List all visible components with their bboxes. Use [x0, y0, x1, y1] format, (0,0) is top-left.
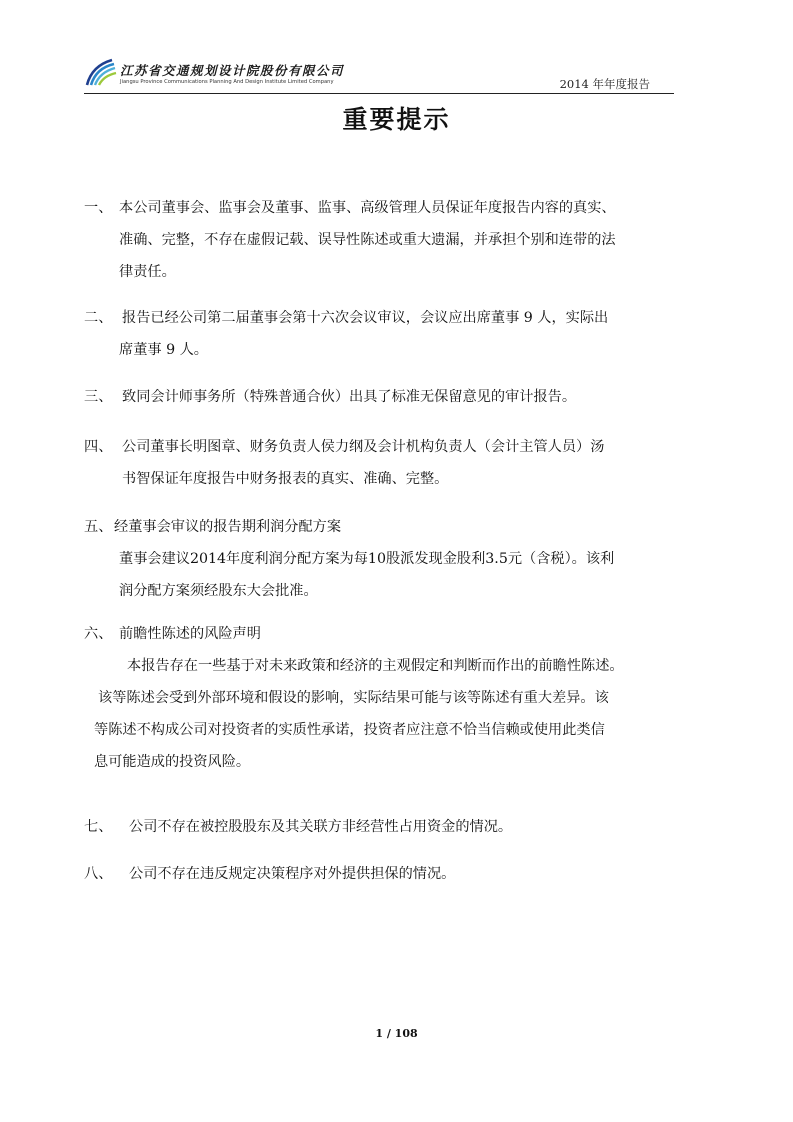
report-year-label: 2014 年年度报告	[559, 77, 650, 91]
item-text-line: 公司董事长明图章、财务负责人侯力纲及会计机构负责人（会计主管人员）汤	[122, 439, 605, 455]
item-number: 四、	[84, 439, 113, 455]
notice-item-5	[84, 511, 684, 607]
notice-item-7	[84, 811, 684, 843]
notice-item-3	[84, 381, 684, 413]
item-text-line: 等陈述不构成公司对投资者的实质性承诺，投资者应注意不恰当信赖或使用此类信	[94, 722, 605, 738]
notice-item-4	[84, 431, 684, 495]
item-number: 五、	[84, 519, 113, 535]
item-text-line: 本报告存在一些基于对未来政策和经济的主观假定和判断而作出的前瞻性陈述。	[127, 658, 624, 674]
company-name-cn: 江苏省交通规划设计院股份有限公司	[120, 63, 345, 78]
item-text-line: 公司不存在违反规定决策程序对外提供担保的情况。	[129, 866, 456, 882]
item-heading: 经董事会审议的报告期利润分配方案	[114, 519, 342, 535]
item-text-line: 报告已经公司第二届董事会第十六次会议审议，会议应出席董事 9 人，实际出	[122, 310, 609, 326]
item-text-line: 律责任。	[119, 264, 176, 280]
item-text-line: 准确、完整，不存在虚假记载、误导性陈述或重大遗漏，并承担个别和连带的法	[119, 232, 616, 248]
item-number: 二、	[84, 310, 113, 326]
notice-item-6	[84, 618, 684, 778]
item-number: 八、	[84, 866, 113, 882]
item-text-line: 书智保证年度报告中财务报表的真实、准确、完整。	[122, 471, 449, 487]
notice-item-8	[84, 858, 684, 890]
item-text-line: 董事会建议2014年度利润分配方案为每10股派发现金股利3.5元（含税）。该利	[119, 551, 615, 567]
item-number: 七、	[84, 819, 113, 835]
item-text-line: 席董事 9 人。	[119, 342, 208, 358]
page-title: 重要提示	[342, 105, 451, 134]
header-divider	[84, 93, 674, 94]
company-logo-icon	[84, 56, 118, 88]
item-text-line: 公司不存在被控股股东及其关联方非经营性占用资金的情况。	[129, 819, 513, 835]
item-text-line: 润分配方案须经股东大会批准。	[119, 583, 318, 599]
item-number: 六、	[84, 626, 113, 642]
page-number: 1 / 108	[375, 1027, 418, 1040]
item-text-line: 该等陈述会受到外部环境和假设的影响，实际结果可能与该等陈述有重大差异。该	[98, 690, 609, 706]
item-text-line: 致同会计师事务所（特殊普通合伙）出具了标准无保留意见的审计报告。	[122, 389, 577, 405]
item-number: 一、	[84, 200, 113, 216]
item-heading: 前瞻性陈述的风险声明	[119, 626, 261, 642]
item-text-line: 本公司董事会、监事会及董事、监事、高级管理人员保证年度报告内容的真实、	[119, 200, 616, 216]
page-header	[84, 52, 674, 96]
notice-item-1	[84, 192, 684, 288]
item-number: 三、	[84, 389, 113, 405]
notice-item-2	[84, 302, 684, 366]
company-name-en: Jiangsu Province Communications Planning And Design Institute Limited Company	[120, 79, 334, 85]
item-text-line: 息可能造成的投资风险。	[94, 754, 251, 770]
